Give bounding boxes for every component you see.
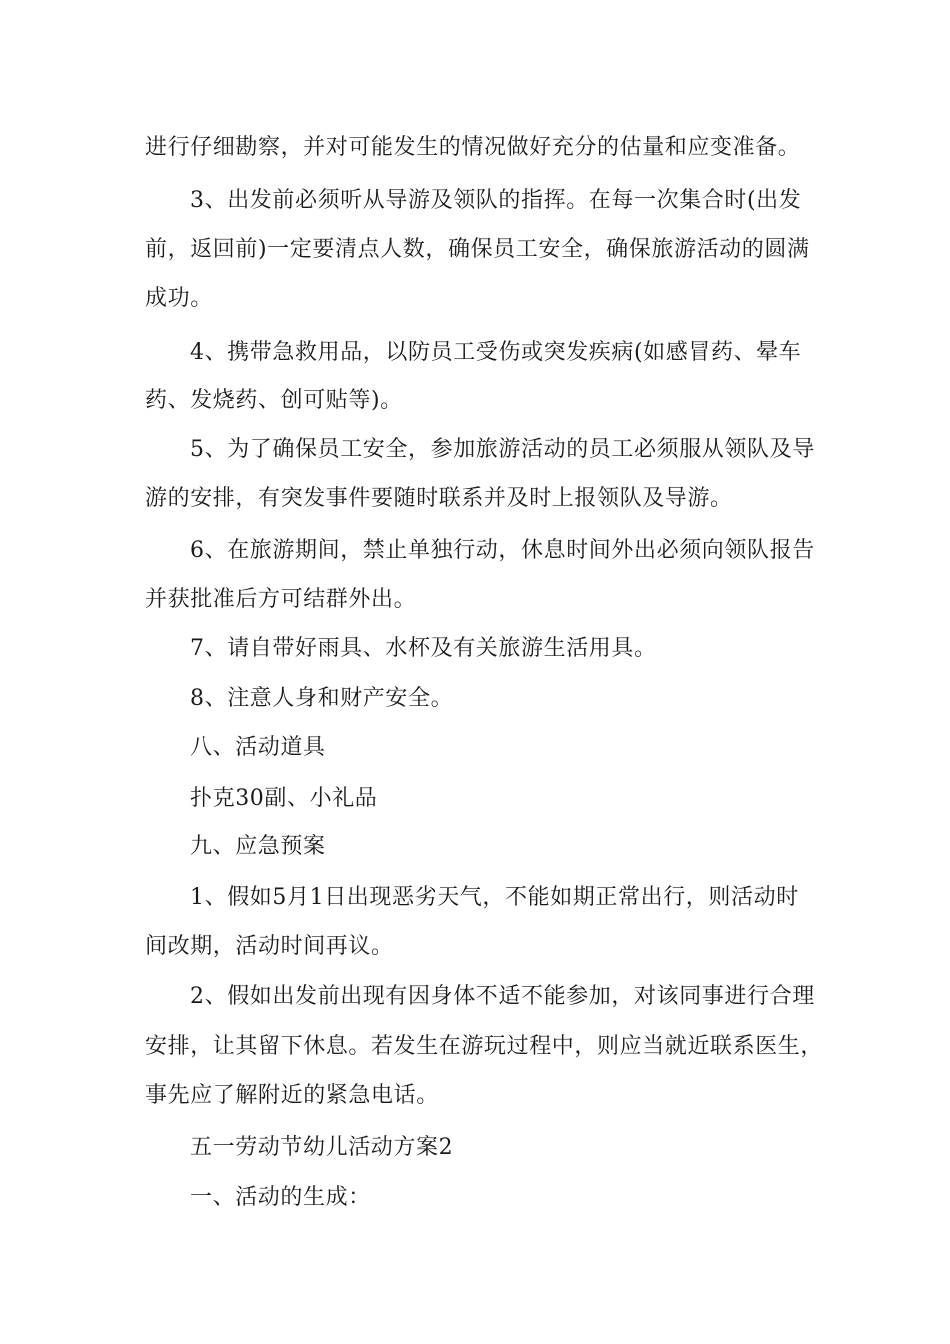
section-title: 五一劳动节幼儿活动方案2 (190, 1135, 454, 1160)
section-heading: 八、活动道具 (190, 735, 326, 760)
paragraph-line: 进行仔细勘察，并对可能发生的情况做好充分的估量和应变准备。 (145, 135, 801, 160)
paragraph-line: 并获批准后方可结群外出。 (145, 587, 417, 612)
paragraph-line: 2、假如出发前出现有因身体不适不能参加，对该同事进行合理 (190, 984, 815, 1009)
paragraph-line: 4、携带急救用品，以防员工受伤或突发疾病(如感冒药、晕车 (190, 340, 802, 365)
paragraph-line: 5、为了确保员工安全，参加旅游活动的员工必须服从领队及导 (190, 437, 815, 462)
paragraph-line: 安排，让其留下休息。若发生在游玩过程中，则应当就近联系医生， (145, 1034, 824, 1059)
paragraph-line: 间改期，活动时间再议。 (145, 934, 394, 959)
section-heading: 一、活动的生成： (190, 1185, 371, 1210)
paragraph-line: 药、发烧药、创可贴等)。 (145, 388, 403, 413)
paragraph-line: 成功。 (145, 286, 213, 311)
paragraph-line: 游的安排，有突发事件要随时联系并及时上报领队及导游。 (145, 486, 733, 511)
section-heading: 九、应急预案 (190, 834, 326, 859)
paragraph-line: 扑克30副、小礼品 (190, 786, 378, 811)
paragraph-line: 前，返回前)一定要清点人数，确保员工安全，确保旅游活动的圆满 (145, 237, 810, 262)
paragraph-line: 3、出发前必须听从导游及领队的指挥。在每一次集合时(出发 (190, 188, 802, 213)
paragraph-line: 事先应了解附近的紧急电话。 (145, 1083, 439, 1108)
paragraph-line: 6、在旅游期间，禁止单独行动，休息时间外出必须向领队报告 (190, 538, 815, 563)
paragraph-line: 8、注意人身和财产安全。 (190, 686, 454, 711)
paragraph-line: 7、请自带好雨具、水杯及有关旅游生活用具。 (190, 636, 657, 661)
paragraph-line: 1、假如5月1日出现恶劣天气，不能如期正常出行，则活动时 (190, 885, 799, 910)
